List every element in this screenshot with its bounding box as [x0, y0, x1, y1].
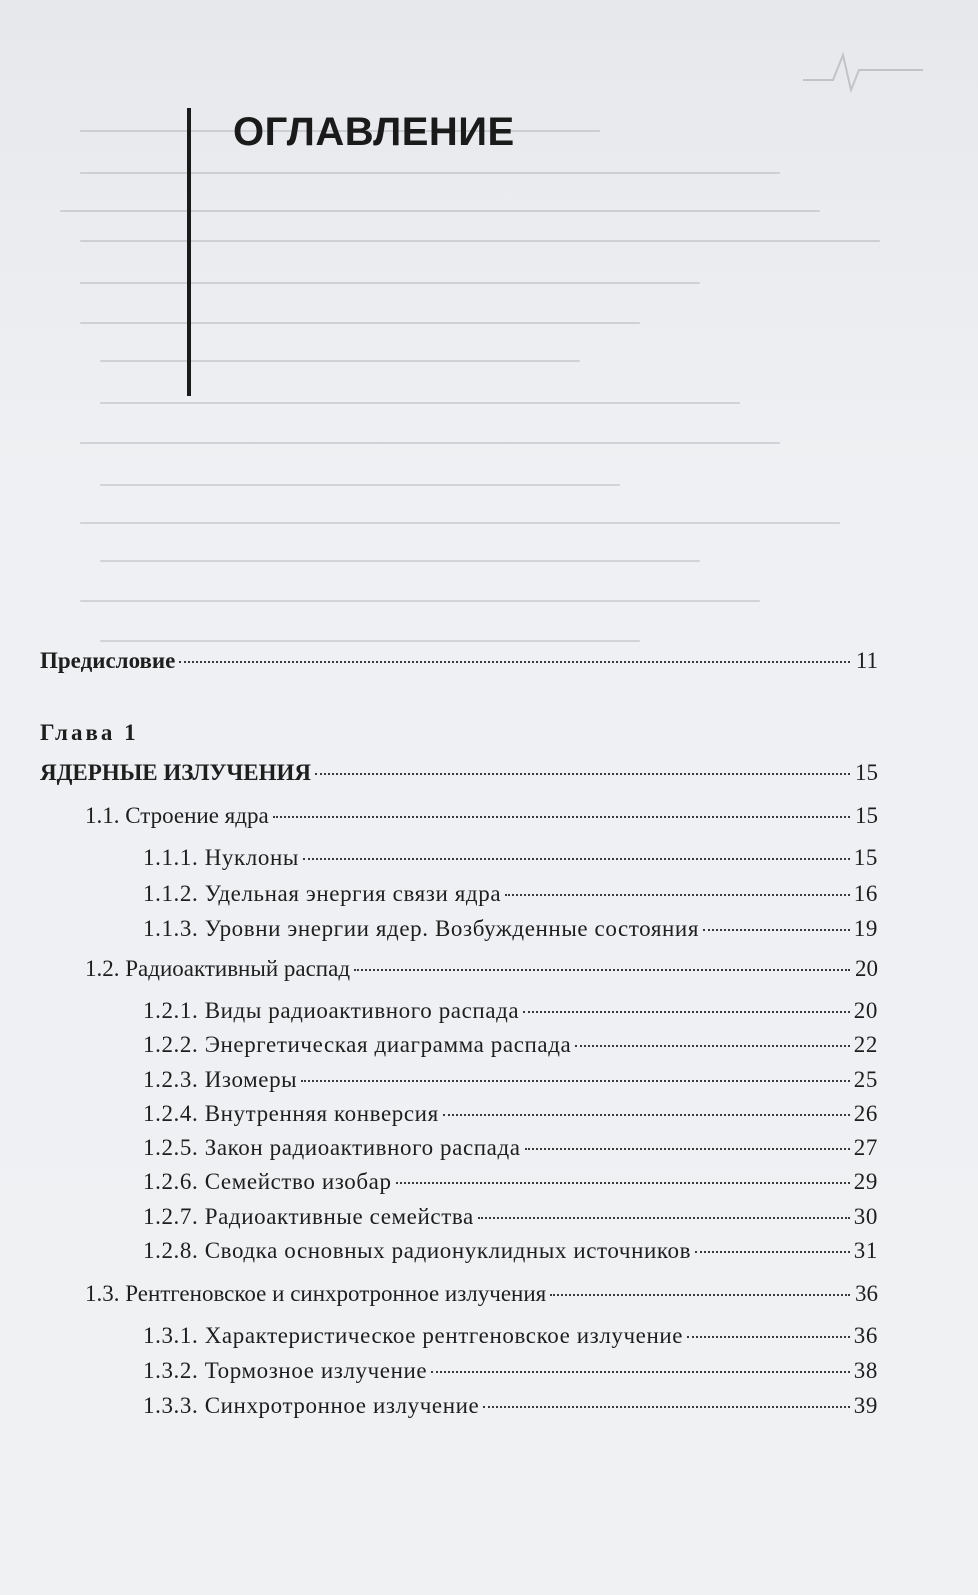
toc-entry-subsection[interactable]	[40, 1032, 878, 1058]
toc-entry-label: 1.1.2. Удельная энергия связи ядра	[143, 881, 502, 906]
toc-page-number: 29	[853, 1169, 878, 1194]
toc-entry-label: 1.3.2. Тормозное излучение	[143, 1358, 428, 1383]
toc-page-number: 26	[853, 1101, 878, 1126]
dot-leader	[478, 1217, 850, 1219]
toc-entry-label: 1.3.3. Синхротронное излучение	[143, 1393, 480, 1418]
toc-entry-label: 1.3.1. Характеристическое рентгеновское излучение	[143, 1323, 684, 1348]
toc-entry-subsection[interactable]	[40, 1323, 878, 1349]
dot-leader	[315, 773, 850, 775]
dot-leader	[354, 969, 850, 971]
toc-entry-label: 1.2.4. Внутренняя конверсия	[143, 1101, 439, 1126]
toc-page-number: 27	[853, 1135, 878, 1160]
toc-page-number: 31	[853, 1238, 878, 1263]
toc-entry-label: Предисловие	[40, 648, 176, 673]
toc-entry-label: 1.2. Радиоактивный распад	[85, 956, 351, 981]
toc-entry-subsection[interactable]	[40, 845, 878, 871]
toc-page-number: 30	[853, 1204, 878, 1229]
dot-leader	[273, 816, 850, 818]
toc-page-number: 25	[853, 1067, 878, 1092]
toc-entry-label: 1.2.8. Сводка основных радионуклидных источников	[143, 1238, 692, 1263]
toc-page-number: 15	[853, 845, 878, 870]
toc-entry-label: 1.1.1. Нуклоны	[143, 845, 299, 870]
toc-entry-label: 1.3. Рентгеновское и синхротронное излучения	[85, 1281, 547, 1306]
dot-leader	[687, 1336, 850, 1338]
toc-entry-subsection[interactable]	[40, 1204, 878, 1230]
dot-leader	[483, 1406, 849, 1408]
toc-entry-preface[interactable]	[40, 648, 878, 674]
dot-leader	[575, 1045, 849, 1047]
dot-leader	[523, 1011, 850, 1013]
dot-leader	[550, 1294, 850, 1296]
toc-page-number: 16	[853, 881, 878, 906]
dot-leader	[703, 929, 850, 931]
toc-entry-chapter-title[interactable]	[40, 760, 878, 786]
header-ornament-icon	[793, 40, 933, 100]
toc-page-number: 15	[855, 760, 878, 785]
toc-entry-section[interactable]	[40, 803, 878, 829]
title-accent-bar	[187, 108, 191, 396]
toc-entry-label: 1.2.2. Энергетическая диаграмма распада	[143, 1032, 572, 1057]
toc-entry-subsection[interactable]	[40, 916, 878, 942]
dot-leader	[431, 1371, 850, 1373]
dot-leader	[443, 1114, 850, 1116]
toc-page-number: 39	[853, 1393, 878, 1418]
toc-entry-label: 1.1.3. Уровни энергии ядер. Возбужденные состояния	[143, 916, 700, 941]
toc-entry-subsection[interactable]	[40, 1169, 878, 1195]
toc-entry-label: 1.2.5. Закон радиоактивного распада	[143, 1135, 521, 1160]
toc-entry-label: 1.2.1. Виды радиоактивного распада	[143, 998, 520, 1023]
toc-entry-label: ЯДЕРНЫЕ ИЗЛУЧЕНИЯ	[40, 760, 312, 785]
toc-page-number: 36	[855, 1281, 878, 1306]
dot-leader	[505, 894, 850, 896]
page-title: ОГЛАВЛЕНИЕ	[233, 110, 515, 154]
toc-page-number: 19	[853, 916, 878, 941]
toc-page-number: 20	[855, 956, 878, 981]
toc-page-number: 38	[853, 1358, 878, 1383]
toc-entry-section[interactable]	[40, 956, 878, 982]
toc-entry-label: 1.1. Строение ядра	[85, 803, 269, 828]
toc-entry-subsection[interactable]	[40, 1101, 878, 1127]
toc-entry-label: 1.2.7. Радиоактивные семейства	[143, 1204, 474, 1229]
toc-page-number: 15	[855, 803, 878, 828]
toc-entry-subsection[interactable]	[40, 1067, 878, 1093]
toc-entry-subsection[interactable]	[40, 998, 878, 1024]
dot-leader	[179, 661, 850, 663]
dot-leader	[301, 1080, 850, 1082]
toc-entry-subsection[interactable]	[40, 1238, 878, 1264]
toc-page-number: 11	[855, 648, 878, 673]
toc-entry-section[interactable]	[40, 1281, 878, 1307]
toc-page-number: 20	[853, 998, 878, 1023]
toc-entry-label: 1.2.3. Изомеры	[143, 1067, 298, 1092]
toc-entry-subsection[interactable]	[40, 1358, 878, 1384]
toc-entry-subsection[interactable]	[40, 1135, 878, 1161]
dot-leader	[303, 858, 850, 860]
dot-leader	[396, 1182, 850, 1184]
chapter-label: Глава 1	[40, 720, 139, 745]
dot-leader	[525, 1148, 850, 1150]
toc-page-number: 36	[853, 1323, 878, 1348]
toc-entry-label: 1.2.6. Семейство изобар	[143, 1169, 392, 1194]
toc-entry-subsection[interactable]	[40, 881, 878, 907]
toc-entry-subsection[interactable]	[40, 1393, 878, 1419]
toc-page-number: 22	[853, 1032, 878, 1057]
dot-leader	[695, 1251, 850, 1253]
